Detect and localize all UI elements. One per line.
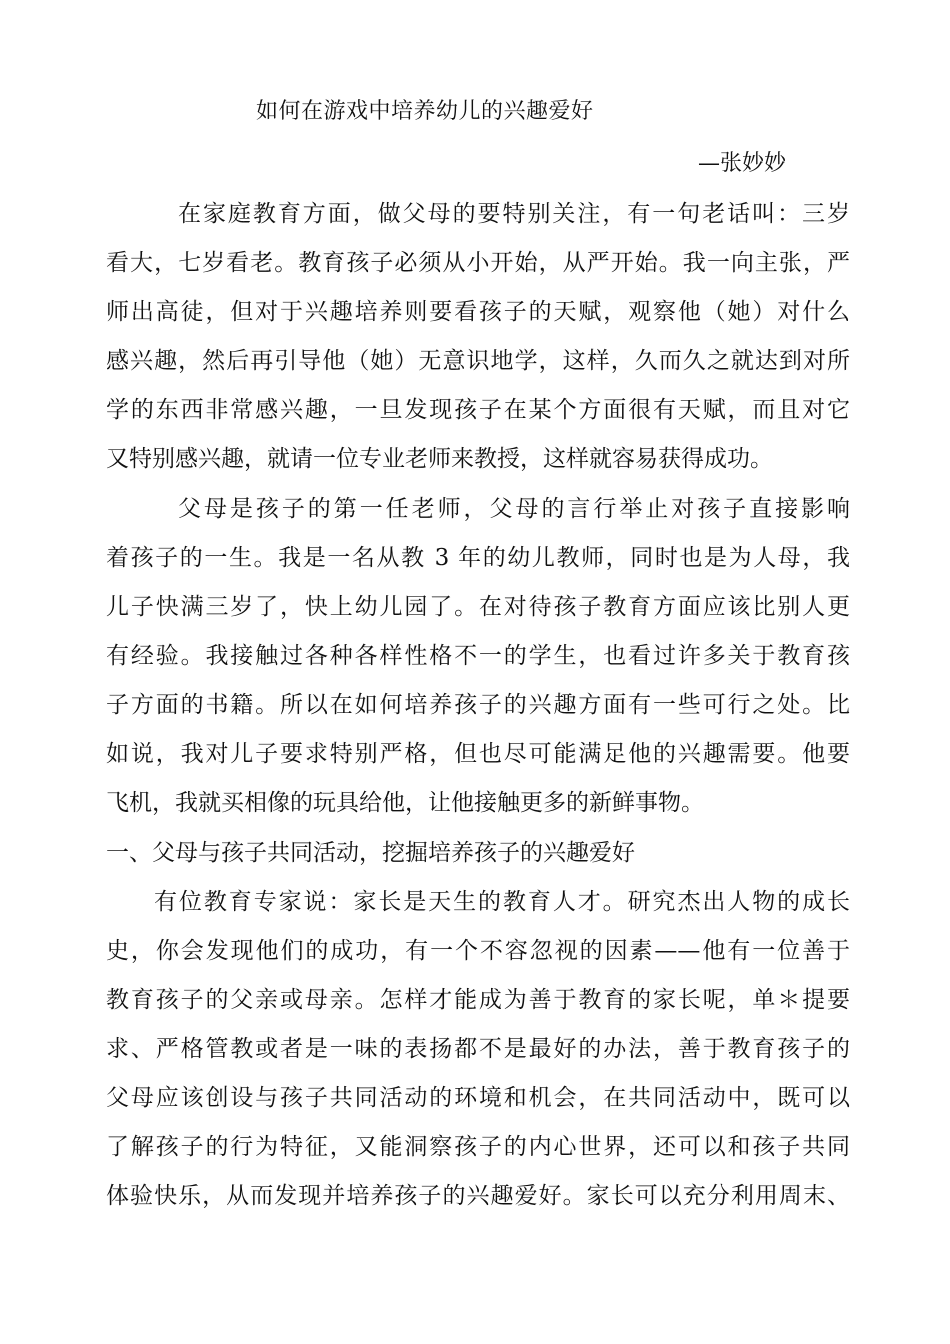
document-author: —张妙妙 [698,151,787,176]
paragraph-3-line: 史，你会发现他们的成功，有一个不容忽视的因素——他有一位善于 [106,938,850,964]
section-heading: 一、父母与孩子共同活动，挖掘培养孩子的兴趣爱好 [106,840,635,866]
paragraph-1-line: 师出高徒，但对于兴趣培养则要看孩子的天赋，观察他（她）对什么 [106,299,850,325]
paragraph-1-line: 在家庭教育方面，做父母的要特别关注，有一句老话叫：三岁 [178,201,850,227]
paragraph-2-line: 飞机，我就买相像的玩具给他，让他接触更多的新鲜事物。 [106,790,704,816]
paragraph-1-line: 看大，七岁看老。教育孩子必须从小开始，从严开始。我一向主张，严 [106,250,850,276]
paragraph-1-line: 学的东西非常感兴趣，一旦发现孩子在某个方面很有天赋，而且对它 [106,397,850,423]
paragraph-3-line: 体验快乐，从而发现并培养孩子的兴趣爱好。家长可以充分利用周末、 [106,1183,850,1209]
paragraph-3-line: 了解孩子的行为特征，又能洞察孩子的内心世界，还可以和孩子共同 [106,1134,850,1160]
paragraph-3-line: 父母应该创设与孩子共同活动的环境和机会，在共同活动中，既可以 [106,1085,850,1111]
paragraph-2-line: 有经验。我接触过各种各样性格不一的学生，也看过许多关于教育孩 [106,643,850,669]
paragraph-1-line: 感兴趣，然后再引导他（她）无意识地学，这样，久而久之就达到对所 [106,348,850,374]
paragraph-2-line: 如说，我对儿子要求特别严格，但也尽可能满足他的兴趣需要。他要 [106,741,850,767]
paragraph-3-line: 教育孩子的父亲或母亲。怎样才能成为善于教育的家长呢，单＊提要 [106,987,850,1013]
paragraph-2-line: 父母是孩子的第一任老师，父母的言行举止对孩子直接影响 [178,496,850,522]
paragraph-3-line: 求、严格管教或者是一味的表扬都不是最好的办法，善于教育孩子的 [106,1036,850,1062]
paragraph-2-line: 儿子快满三岁了，快上幼儿园了。在对待孩子教育方面应该比别人更 [106,594,850,620]
paragraph-2-line: 着孩子的一生。我是一名从教 3 年的幼儿教师，同时也是为人母，我 [106,545,850,571]
document-title: 如何在游戏中培养幼儿的兴趣爱好 [256,99,594,124]
paragraph-1-line: 又特别感兴趣，就请一位专业老师来教授，这样就容易获得成功。 [106,446,773,472]
paragraph-2-line: 子方面的书籍。所以在如何培养孩子的兴趣方面有一些可行之处。比 [106,692,850,718]
paragraph-3-line: 有位教育专家说：家长是天生的教育人才。研究杰出人物的成长 [154,889,850,915]
